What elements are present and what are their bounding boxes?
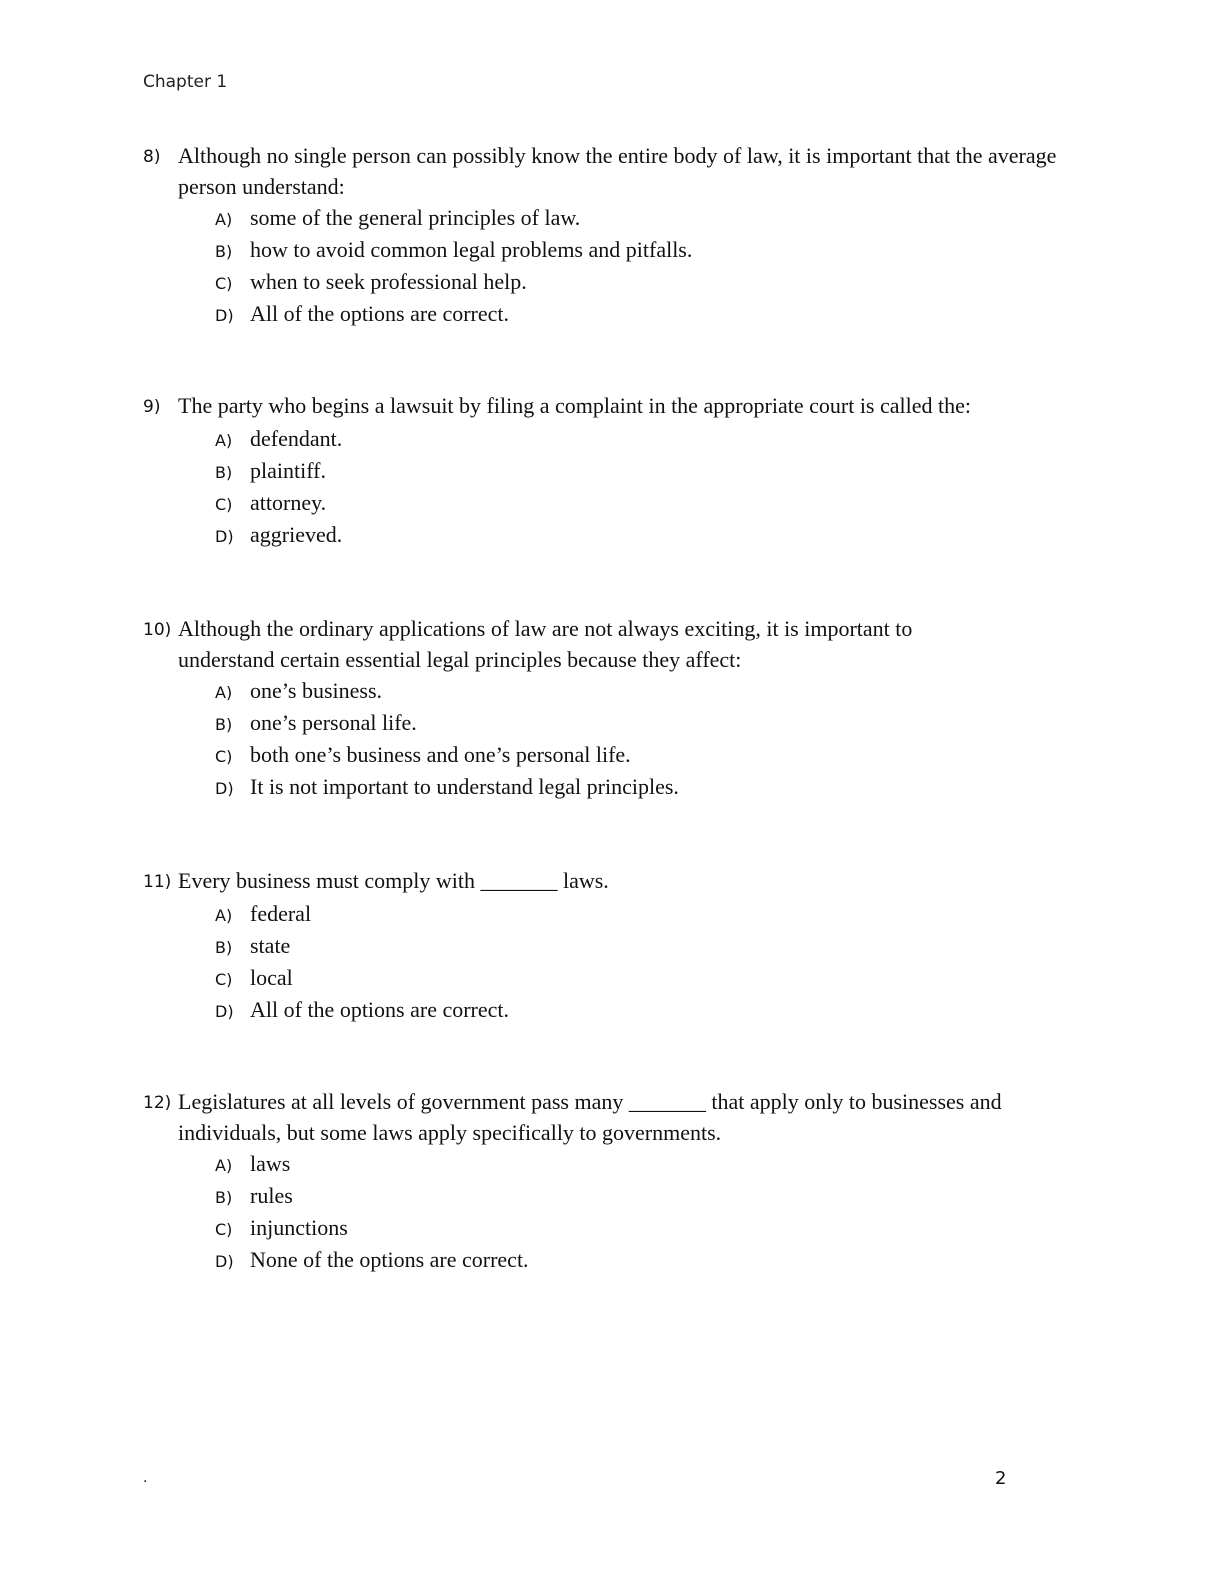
footer-mark: . <box>143 1470 148 1486</box>
option-b <box>215 707 1103 739</box>
option-b <box>215 1180 1103 1212</box>
option-list <box>215 202 1103 330</box>
option-text: some of the general principles of law. <box>250 205 581 230</box>
option-letter: C) <box>215 1220 233 1239</box>
option-letter: B) <box>215 242 233 261</box>
option-text: federal <box>250 901 312 926</box>
option-letter: A) <box>215 210 233 229</box>
question-number: 10) <box>143 620 172 640</box>
question-text: The party who begins a lawsuit by filing a complaint in the appropriate court is called the: <box>178 393 971 418</box>
question-8 <box>143 140 1103 330</box>
option-letter: C) <box>215 970 233 989</box>
option-d <box>215 771 1103 803</box>
question-number: 12) <box>143 1093 172 1113</box>
option-letter: D) <box>215 1002 234 1021</box>
question-12 <box>143 1086 1103 1276</box>
option-text: one’s business. <box>250 678 382 703</box>
option-text: defendant. <box>250 426 343 451</box>
option-text: None of the options are correct. <box>250 1247 529 1272</box>
option-a <box>215 423 1103 455</box>
option-list <box>215 898 1103 1026</box>
option-text: plaintiff. <box>250 458 326 483</box>
option-letter: B) <box>215 938 233 957</box>
question-text: Legislatures at all levels of government pass many _______ that apply only to businesses and individuals, but some laws apply specifically to governments. <box>178 1089 1002 1145</box>
option-text: aggrieved. <box>250 522 343 547</box>
question-number: 9) <box>143 397 161 417</box>
question-number: 8) <box>143 147 161 167</box>
option-letter: D) <box>215 779 234 798</box>
option-text: both one’s business and one’s personal life. <box>250 742 631 767</box>
option-letter: A) <box>215 906 233 925</box>
option-b <box>215 455 1103 487</box>
option-text: injunctions <box>250 1215 348 1240</box>
option-letter: B) <box>215 715 233 734</box>
option-text: state <box>250 933 291 958</box>
question-11 <box>143 865 1103 1026</box>
option-b <box>215 234 1103 266</box>
option-letter: D) <box>215 527 234 546</box>
option-text: rules <box>250 1183 293 1208</box>
option-text: It is not important to understand legal principles. <box>250 774 679 799</box>
option-d <box>215 519 1103 551</box>
option-text: when to seek professional help. <box>250 269 527 294</box>
option-letter: B) <box>215 463 233 482</box>
question-10 <box>143 613 1103 803</box>
option-d <box>215 994 1103 1026</box>
option-c <box>215 962 1103 994</box>
option-text: All of the options are correct. <box>250 301 510 326</box>
question-text: Every business must comply with _______ laws. <box>178 868 609 893</box>
question-list <box>143 140 1103 1336</box>
option-text: one’s personal life. <box>250 710 417 735</box>
option-text: how to avoid common legal problems and pitfalls. <box>250 237 693 262</box>
option-b <box>215 930 1103 962</box>
option-d <box>215 1244 1103 1276</box>
question-text: Although the ordinary applications of law are not always exciting, it is important to understand certain essential legal principles because they affect: <box>178 616 913 672</box>
option-text: laws <box>250 1151 291 1176</box>
option-letter: C) <box>215 747 233 766</box>
option-letter: B) <box>215 1188 233 1207</box>
option-d <box>215 298 1103 330</box>
option-letter: A) <box>215 683 233 702</box>
option-c <box>215 739 1103 771</box>
option-c <box>215 487 1103 519</box>
option-text: local <box>250 965 293 990</box>
page-number: 2 <box>995 1468 1007 1489</box>
question-number: 11) <box>143 872 172 892</box>
option-text: All of the options are correct. <box>250 997 510 1022</box>
question-text: Although no single person can possibly know the entire body of law, it is important that the average person understand: <box>178 143 1057 199</box>
option-letter: D) <box>215 1252 234 1271</box>
option-a <box>215 1148 1103 1180</box>
option-letter: C) <box>215 274 233 293</box>
option-list <box>215 675 1103 803</box>
option-letter: A) <box>215 1156 233 1175</box>
option-list <box>215 423 1103 551</box>
option-a <box>215 202 1103 234</box>
option-letter: C) <box>215 495 233 514</box>
option-letter: D) <box>215 306 234 325</box>
option-list <box>215 1148 1103 1276</box>
option-c <box>215 1212 1103 1244</box>
option-a <box>215 898 1103 930</box>
chapter-header: Chapter 1 <box>143 72 228 92</box>
option-text: attorney. <box>250 490 327 515</box>
question-9 <box>143 390 1103 551</box>
option-letter: A) <box>215 431 233 450</box>
option-a <box>215 675 1103 707</box>
option-c <box>215 266 1103 298</box>
